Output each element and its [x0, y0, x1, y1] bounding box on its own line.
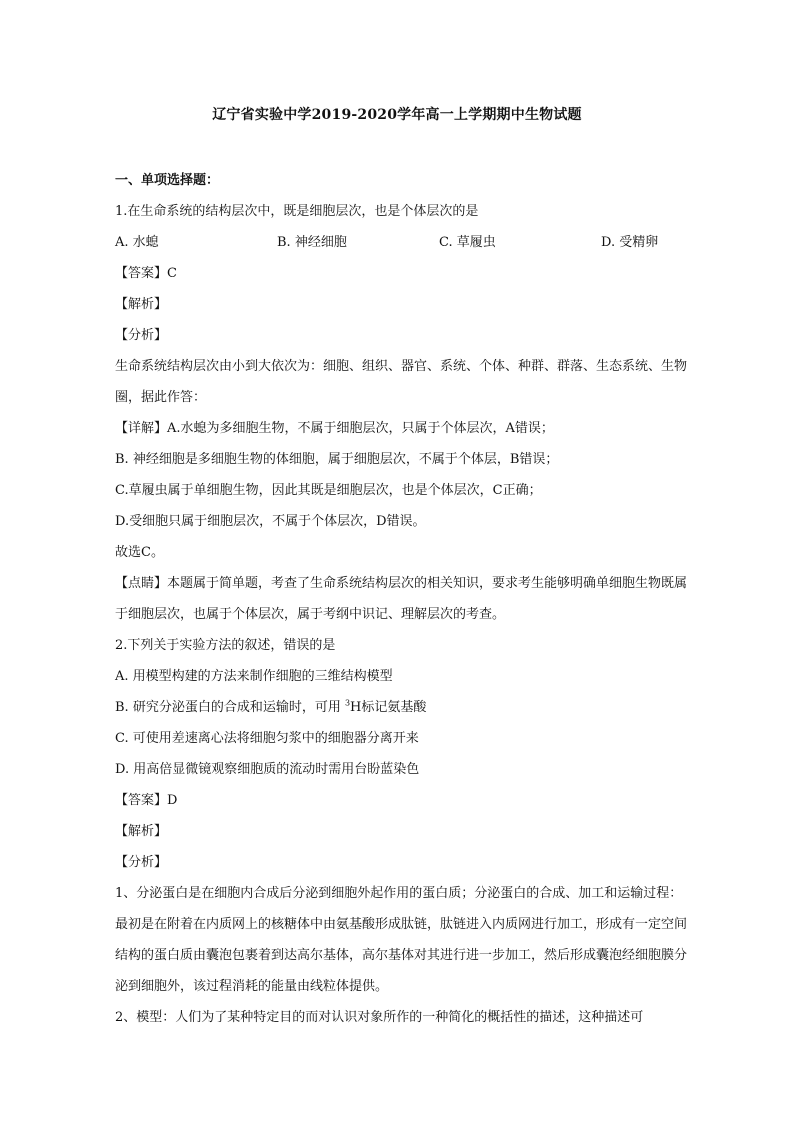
q2-option-b-superscript: 3	[344, 698, 351, 708]
q2-answer: 【答案】D	[115, 793, 178, 808]
q2-option-d: D. 用高倍显微镜观察细胞质的流动时需用台盼蓝染色	[115, 762, 420, 777]
q2-option-c: C. 可使用差速离心法将细胞匀浆中的细胞器分离开来	[115, 731, 419, 746]
q2-point-1: 1、分泌蛋白是在细胞内合成后分泌到细胞外起作用的蛋白质；分泌蛋白的合成、加工和运输过程：最初是在附着在内质网上的核糖体中由氨基酸形成肽链，肽链进入内质网进行加工，形成有一定空间结构的蛋白质由囊泡包裹着到达高尔基体，高尔基体对其进行进一步加工，然后形成囊泡经细胞膜分泌到细胞外，该过程消耗的能量由线粒体提供。	[115, 886, 688, 994]
q1-detail-a: 【详解】A.水螅为多细胞生物，不属于细胞层次，只属于个体层次，A错误；	[115, 421, 554, 436]
q1-option-c: C. 草履虫	[439, 235, 496, 250]
q1-detail-b: B. 神经细胞是多细胞生物的体细胞，属于细胞层次，不属于个体层，B错误；	[115, 452, 559, 467]
q1-analysis: 生命系统结构层次由小到大依次为：细胞、组织、器官、系统、个体、种群、群落、生态系统、生物圈，据此作答：	[115, 359, 688, 405]
q1-jiexi-label: 【解析】	[115, 297, 168, 312]
q1-stem: 1.在生命系统的结构层次中，既是细胞层次，也是个体层次的是	[115, 204, 479, 219]
q1-comment: 【点睛】本题属于简单题，考查了生命系统结构层次的相关知识，要求考生能够明确单细胞生物既属于细胞层次，也属于个体层次，属于考纲中识记、理解层次的考查。	[115, 576, 688, 622]
q1-detail-c: C.草履虫属于单细胞生物，因此其既是细胞层次，也是个体层次，C正确；	[115, 483, 542, 498]
document-body	[115, 165, 695, 1033]
document-title: 辽宁省实验中学2019-2020学年高一上学期期中生物试题	[212, 107, 582, 123]
q1-fenxi-label: 【分析】	[115, 328, 168, 343]
q1-options	[115, 227, 695, 258]
q2-stem: 2.下列关于实验方法的叙述，错误的是	[115, 638, 336, 653]
section-heading: 一、单项选择题：	[115, 173, 220, 188]
q1-detail-d: D.受细胞只属于细胞层次，不属于个体层次，D错误。	[115, 514, 426, 529]
q1-option-b: B. 神经细胞	[277, 235, 347, 250]
q2-option-b-tail: H标记氨基酸	[350, 700, 427, 715]
q2-fenxi-label: 【分析】	[115, 855, 168, 870]
q2-jiexi-label: 【解析】	[115, 824, 168, 839]
q2-option-b-text: B. 研究分泌蛋白的合成和运输时，可用	[115, 700, 345, 715]
q1-choice: 故选C。	[115, 545, 164, 560]
q1-option-d: D. 受精卵	[601, 235, 659, 250]
q2-point-2: 2、模型：人们为了某种特定目的而对认识对象所作的一种简化的概括性的描述，这种描述可	[115, 1010, 644, 1025]
q1-answer: 【答案】C	[115, 266, 177, 281]
q2-option-a: A. 用模型构建的方法来制作细胞的三维结构模型	[115, 669, 393, 684]
q2-option-b	[115, 692, 695, 723]
q1-option-a: A. 水螅	[115, 235, 159, 250]
